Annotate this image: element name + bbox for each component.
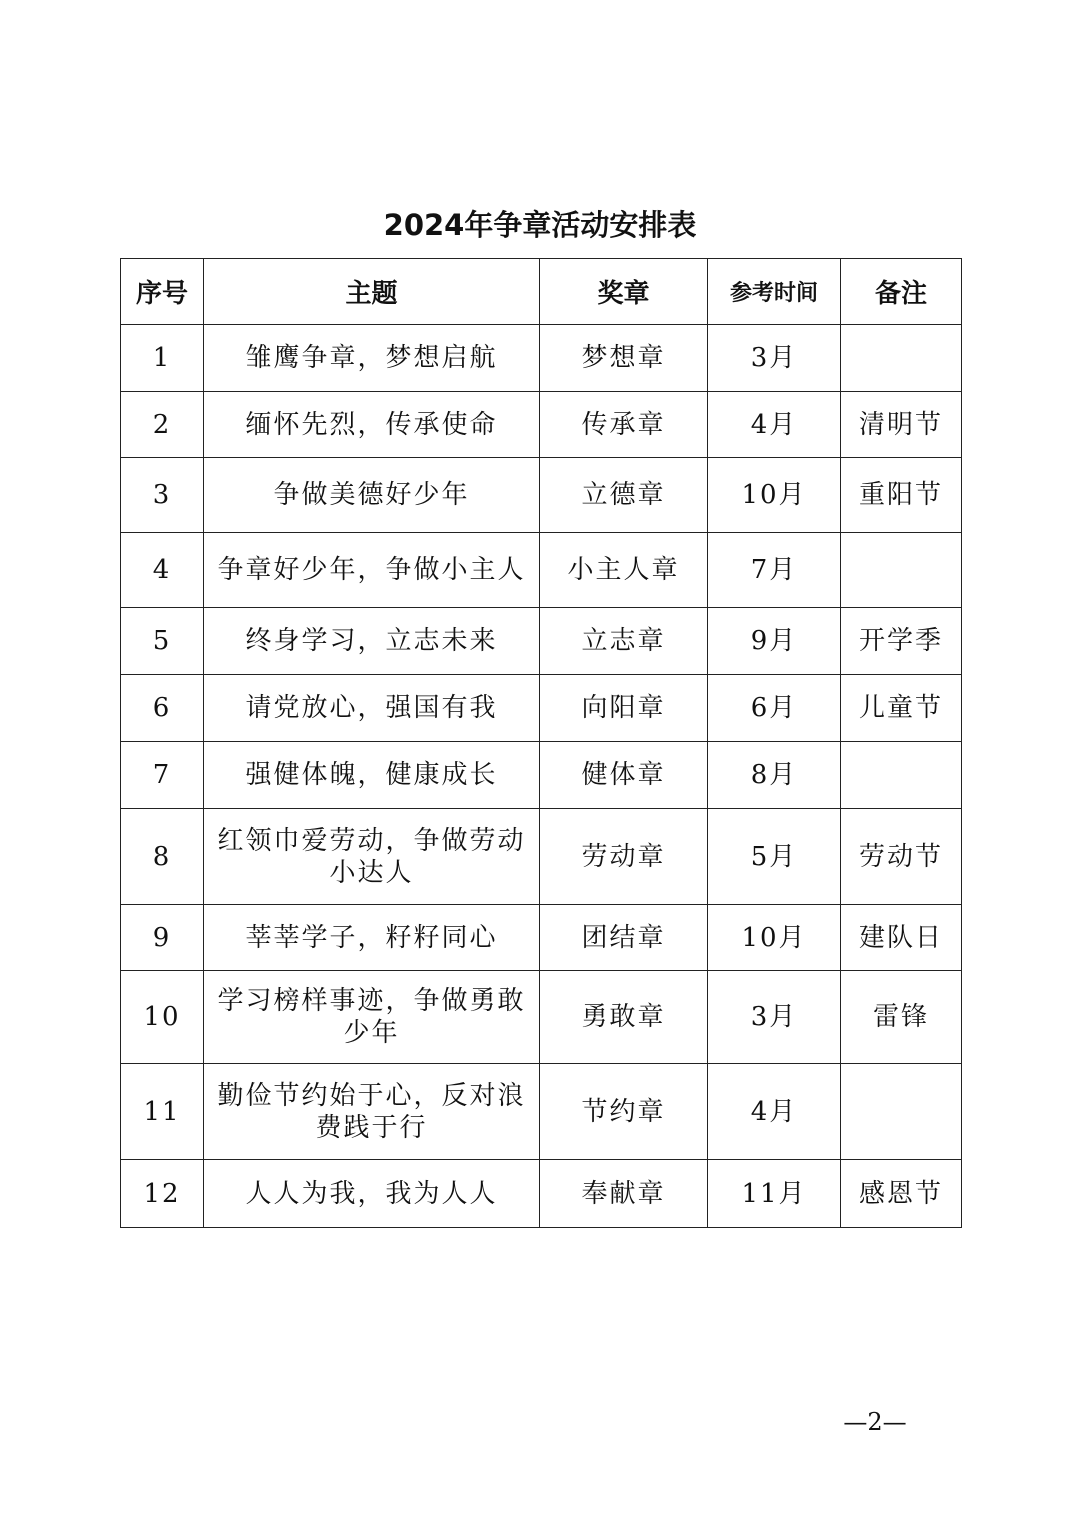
- row-number: 6: [121, 675, 204, 742]
- table-row: [121, 458, 962, 533]
- row-time: 5月: [708, 809, 841, 905]
- row-theme: 人人为我，我为人人: [204, 1160, 540, 1228]
- document-title: 2024年争章活动安排表: [383, 208, 697, 242]
- row-note: 雷锋: [841, 971, 962, 1064]
- activity-schedule-table: [120, 258, 962, 1228]
- row-theme: 学习榜样事迹，争做勇敢少年: [204, 971, 540, 1064]
- table-row: [121, 325, 962, 392]
- row-time: 10月: [708, 458, 841, 533]
- header-theme: 主题: [204, 259, 540, 325]
- table-row: [121, 392, 962, 458]
- row-badge: 梦想章: [540, 325, 708, 392]
- row-number: 4: [121, 533, 204, 608]
- row-badge: 立志章: [540, 608, 708, 675]
- row-note: 重阳节: [841, 458, 962, 533]
- row-theme: 勤俭节约始于心，反对浪费践于行: [204, 1064, 540, 1160]
- row-badge: 节约章: [540, 1064, 708, 1160]
- row-number: 9: [121, 905, 204, 971]
- row-time: 3月: [708, 971, 841, 1064]
- table-row: [121, 742, 962, 809]
- row-theme: 强健体魄，健康成长: [204, 742, 540, 809]
- row-badge: 劳动章: [540, 809, 708, 905]
- header-number: 序号: [121, 259, 204, 325]
- row-number: 3: [121, 458, 204, 533]
- row-time: 4月: [708, 392, 841, 458]
- row-theme: 雏鹰争章，梦想启航: [204, 325, 540, 392]
- table-row: [121, 1160, 962, 1228]
- row-number: 5: [121, 608, 204, 675]
- row-time: 11月: [708, 1160, 841, 1228]
- row-badge: 立德章: [540, 458, 708, 533]
- table-row: [121, 533, 962, 608]
- row-time: 4月: [708, 1064, 841, 1160]
- row-badge: 奉献章: [540, 1160, 708, 1228]
- row-time: 10月: [708, 905, 841, 971]
- row-number: 8: [121, 809, 204, 905]
- row-theme: 终身学习，立志未来: [204, 608, 540, 675]
- row-note: [841, 325, 962, 392]
- row-note: [841, 533, 962, 608]
- row-theme: 红领巾爱劳动，争做劳动小达人: [204, 809, 540, 905]
- table-row: [121, 608, 962, 675]
- table-row: [121, 971, 962, 1064]
- row-number: 10: [121, 971, 204, 1064]
- row-note: [841, 742, 962, 809]
- table-row: [121, 1064, 962, 1160]
- row-note: 建队日: [841, 905, 962, 971]
- row-note: [841, 1064, 962, 1160]
- row-badge: 向阳章: [540, 675, 708, 742]
- row-number: 2: [121, 392, 204, 458]
- row-theme: 争章好少年，争做小主人: [204, 533, 540, 608]
- row-time: 3月: [708, 325, 841, 392]
- row-time: 8月: [708, 742, 841, 809]
- table-header-row: [121, 259, 962, 325]
- header-reference-time: 参考时间: [708, 259, 841, 325]
- row-theme: 莘莘学子，籽籽同心: [204, 905, 540, 971]
- row-number: 7: [121, 742, 204, 809]
- row-note: 感恩节: [841, 1160, 962, 1228]
- row-note: 劳动节: [841, 809, 962, 905]
- row-badge: 健体章: [540, 742, 708, 809]
- page-number: —2—: [843, 1408, 907, 1436]
- row-note: 开学季: [841, 608, 962, 675]
- row-badge: 小主人章: [540, 533, 708, 608]
- row-number: 11: [121, 1064, 204, 1160]
- row-time: 7月: [708, 533, 841, 608]
- table-row: [121, 905, 962, 971]
- row-time: 9月: [708, 608, 841, 675]
- row-number: 1: [121, 325, 204, 392]
- row-theme: 争做美德好少年: [204, 458, 540, 533]
- header-badge: 奖章: [540, 259, 708, 325]
- row-note: 儿童节: [841, 675, 962, 742]
- header-remarks: 备注: [841, 259, 962, 325]
- table-row: [121, 809, 962, 905]
- row-badge: 传承章: [540, 392, 708, 458]
- table-row: [121, 675, 962, 742]
- row-theme: 请党放心，强国有我: [204, 675, 540, 742]
- row-badge: 勇敢章: [540, 971, 708, 1064]
- row-note: 清明节: [841, 392, 962, 458]
- row-badge: 团结章: [540, 905, 708, 971]
- row-time: 6月: [708, 675, 841, 742]
- row-theme: 缅怀先烈，传承使命: [204, 392, 540, 458]
- row-number: 12: [121, 1160, 204, 1228]
